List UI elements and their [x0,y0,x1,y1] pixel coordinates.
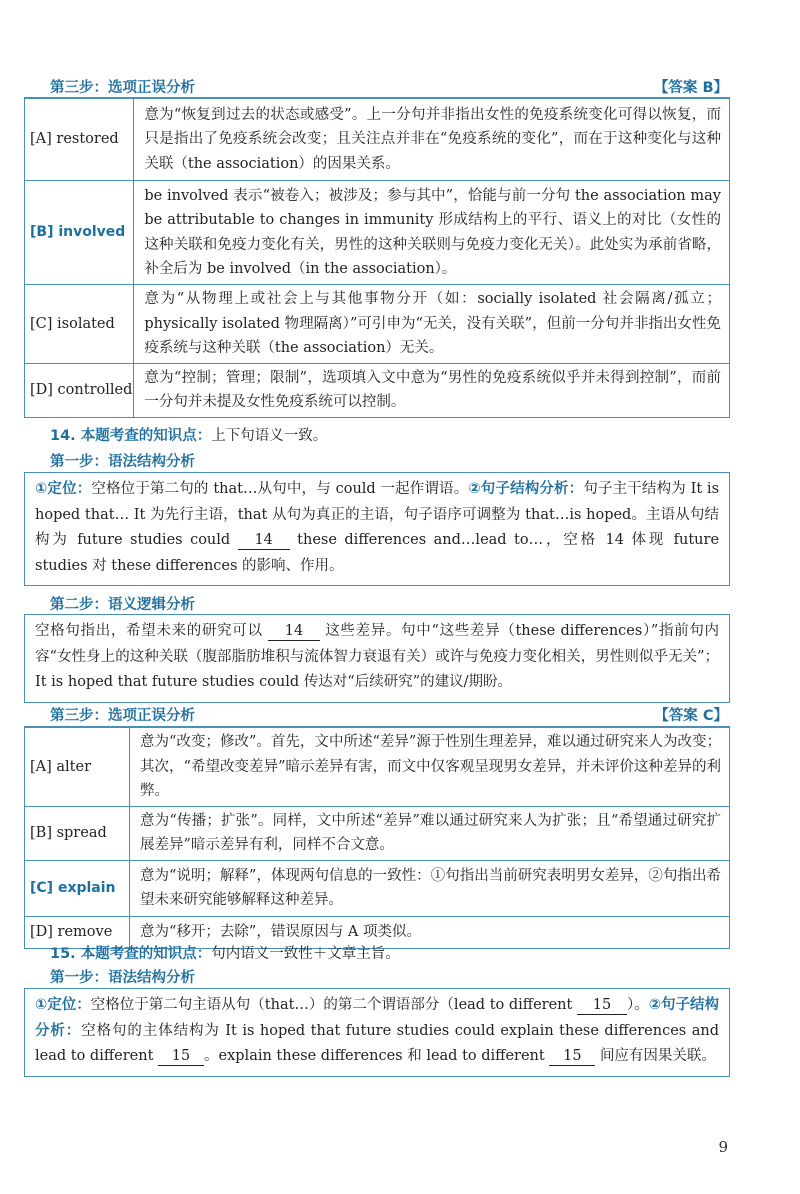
q14-logic-box: 空格句指出，希望未来的研究可以 14 这些差异。句中“这些差异（these differences）”指前句内容“女性身上的这种关联（腹部脂肪堆积与流体智力衰退有关）或许与免疫力变化相关，男性则似乎无关”；It is hoped that future studies could 传达对“后续研究”的建议/期盼。 [24,614,730,703]
q14-grammar-box: ①定位：空格位于第二句的 that…从句中，与 could 一起作谓语。②句子结构分析：句子主干结构为 It is hoped that… It 为先行主语，that 从句为真正的主语，句子语序可调整为 that…is hoped。主语从句结构为 future studies could 14 these differences and…lead to…，空格 14 体现 future studies 对 these differences 的影响、作用。 [24,472,730,586]
option-explanation: 意为“移开；去除”，错误原因与 A 项类似。 [130,916,730,948]
table-row [25,99,730,181]
option-explanation: 意为“传播；扩张”。同样，文中所述“差异”难以通过研究来人为扩张；且“希望通过研究扩展差异”暗示差异有利，同样不合文意。 [130,806,730,860]
blank-15: 15 [549,1047,595,1066]
option-explanation: 意为“恢复到过去的状态或感受”。上一分句并非指出女性的免疫系统变化可得以恢复，而只是指出了免疫系统会改变；且关注点并非在“免疫系统的变化”，而在于这种变化与这种关联（the association）的因果关系。 [134,99,730,181]
option-key: [A] restored [25,99,134,181]
q14-step1-heading: 第一步：语法结构分析 [50,454,195,470]
option-explanation: 意为“控制；管理；限制”，选项填入文中意为“男性的免疫系统似乎并未得到控制”，而前一分句并未提及女性免疫系统可以控制。 [134,363,730,417]
q14-knowledge-point: 14. 本题考查的知识点：上下句语义一致。 [50,428,328,444]
q14-step3-heading: 第三步：选项正误分析 【答案 C】 [24,704,730,725]
table-row [25,860,730,916]
q14-step2-heading: 第二步：语义逻辑分析 [50,597,195,613]
q14-answer-label: 【答案 C】 [654,708,728,724]
blank-15: 15 [577,996,627,1015]
page-number: 9 [718,1138,728,1156]
option-key: [D] controlled [25,363,134,417]
q14-options-table [24,727,730,949]
option-key-correct: [B] involved [25,181,134,285]
q13-step3-heading: 第三步：选项正误分析 【答案 B】 [24,76,730,97]
option-key: [D] remove [25,916,130,948]
q15-knowledge-point: 15. 本题考查的知识点：句内语义一致性＋文章主旨。 [50,946,400,962]
option-explanation: 意为“说明；解释”，体现两句信息的一致性：①句指出当前研究表明男女差异，②句指出希望未来研究能够解释这种差异。 [130,860,730,916]
blank-15: 15 [158,1047,204,1066]
q13-options-table [24,98,730,418]
option-key: [B] spread [25,806,130,860]
option-explanation: 意为“从物理上或社会上与其他事物分开（如：socially isolated 社会隔离/孤立；physically isolated 物理隔离）”可引申为“无关，没有关联”，但前一分句并非指出女性免疫系统与这种关联（the association）无关。 [134,285,730,364]
option-key-correct: [C] explain [25,860,130,916]
table-row [25,181,730,285]
table-row [25,363,730,417]
table-row [25,728,730,807]
blank-14: 14 [268,622,320,641]
table-row [25,285,730,364]
q15-step1-heading: 第一步：语法结构分析 [50,970,195,986]
table-row [25,806,730,860]
blank-14: 14 [238,531,290,550]
option-explanation: 意为“改变；修改”。首先，文中所述“差异”源于性别生理差异，难以通过研究来人为改变；其次，“希望改变差异”暗示差异有害，而文中仅客观呈现男女差异，并未评价这种差异的利弊。 [130,728,730,807]
q13-answer-label: 【答案 B】 [653,80,728,96]
q15-grammar-box: ①定位：空格位于第二句主语从句（that…）的第二个谓语部分（lead to different 15 ）。②句子结构分析：空格句的主体结构为 It is hoped that future studies could explain these differences and lead to different 15 。explain these differences 和 lead to different 15 间应有因果关联。 [24,988,730,1077]
option-key: [A] alter [25,728,130,807]
option-explanation: be involved 表示“被卷入；被涉及；参与其中”，恰能与前一分句 the association may be attributable to changes in immunity 形成结构上的平行、语义上的对比（女性的这种关联和免疫力变化有关，男性的这种关联则与免疫力变化无关）。此处实为承前省略，补全后为 be involved（in the association）。 [134,181,730,285]
option-key: [C] isolated [25,285,134,364]
